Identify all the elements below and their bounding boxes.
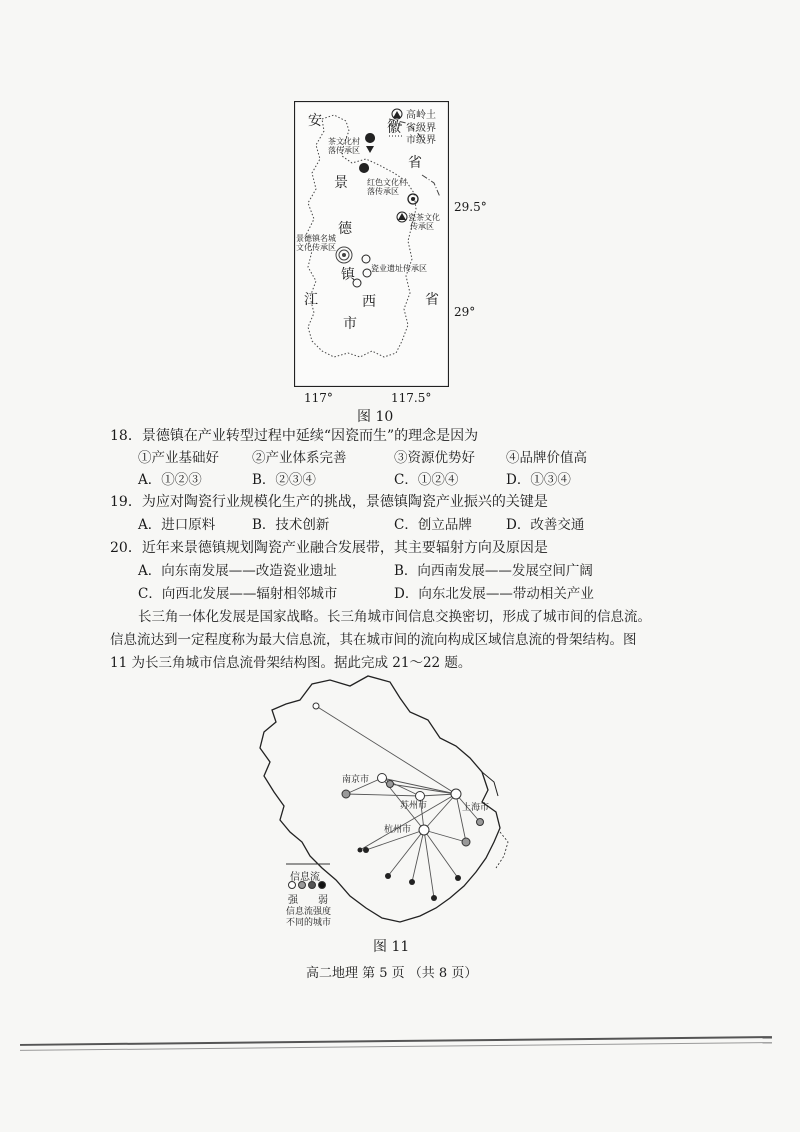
q18-item-3: ③资源优势好 [394,450,475,466]
lon-117: 117° [304,391,333,405]
page-footer: 高二地理 第 5 页 （共 8 页） [306,966,478,981]
label-jx-1: 江 [304,292,318,308]
q18-option-b[interactable]: B．②③④ [252,472,316,488]
label-jdz-1: 景 [334,175,348,191]
lat-29: 29° [454,305,476,319]
q20-option-c[interactable]: C．向西北发展——辐射相邻城市 [138,586,338,602]
q19-option-b[interactable]: B．技术创新 [252,517,330,533]
q19-option-d[interactable]: D．改善交通 [506,517,585,533]
legend-kaolin: 高岭土 [406,110,436,121]
label-hangzhou: 杭州市 [384,825,412,835]
label-shanghai: 上海市 [462,803,490,813]
q19-option-c[interactable]: C．创立品牌 [394,517,472,533]
red-village-marker [359,163,369,173]
figure-10-map [294,101,449,387]
legend-flow: 信息流 [290,872,320,883]
q18-option-c[interactable]: C．①②④ [394,472,459,488]
q20-option-b[interactable]: B．向西南发展——发展空间广阔 [394,563,593,579]
label-nanjing: 南京市 [342,775,370,785]
figure-10-caption: 图 10 [357,409,394,425]
label-anhui-3: 省 [408,155,422,171]
label-anhui-2: 徽 [387,120,401,136]
legend-strong: 强 [288,895,298,906]
shanghai-dot [451,789,461,799]
legend-weak: 弱 [318,895,328,906]
label-jdz-4: 市 [343,316,357,332]
q20-option-a[interactable]: A．向东南发展——改造瓷业遗址 [138,563,337,579]
label-red-village-2: 落传承区 [367,187,399,196]
label-jx-2: 西 [362,294,376,310]
legend-province-border: 省级界 [406,123,436,134]
question-20-stem: 20．近年来景德镇规划陶瓷产业融合发展带，其主要辐射方向及原因是 [110,540,548,556]
question-19-stem: 19．为应对陶瓷行业规模化生产的挑战，景德镇陶瓷产业振兴的关键是 [110,494,548,510]
lat-29-5: 29.5° [454,200,487,214]
hangzhou-dot [419,825,429,835]
legend-desc-1: 信息流强度 [286,907,332,917]
q18-item-4: ④品牌价值高 [506,450,587,466]
label-tea-village-1: 茶文化村 [328,137,360,146]
label-porcelain-tea-2: 传承区 [410,222,434,231]
legend-city-border: 市级界 [406,135,436,146]
q18-item-1: ①产业基础好 [138,450,219,466]
label-jx-3: 省 [425,292,439,308]
question-18-stem: 18．景德镇在产业转型过程中延续“因瓷而生”的理念是因为 [110,428,479,444]
label-tea-village-2: 落传承区 [328,146,360,155]
passage-line-2: 信息流达到一定程度称为最大信息流，其在城市间的流向构成区域信息流的骨架结构。图 [110,632,637,648]
label-anhui-1: 安 [308,113,322,129]
label-jdz-3: 镇 [341,267,355,283]
label-kiln-site: 瓷业遗址传承区 [371,264,427,273]
lon-117-5: 117.5° [391,391,432,405]
label-jdz-2: 德 [338,221,352,237]
nanjing-dot [378,774,387,783]
label-famous-city-2: 文化传承区 [296,243,336,252]
q18-item-2: ②产业体系完善 [252,450,347,466]
q20-option-d[interactable]: D．向东北发展——带动相关产业 [394,586,594,602]
q18-option-d[interactable]: D．①③④ [506,472,571,488]
label-suzhou: 苏州市 [400,801,428,811]
figure-11-map [250,672,520,932]
label-famous-city-1: 景德镇名城 [296,234,336,243]
label-porcelain-tea-1: 瓷茶文化 [408,213,440,222]
q19-option-a[interactable]: A．进口原料 [138,517,216,533]
label-red-village-1: 红色文化村 [367,178,407,187]
q18-option-a[interactable]: A．①②③ [138,472,202,488]
passage-line-1: 长三角一体化发展是国家战略。长三角城市间信息交换密切，形成了城市间的信息流。 [138,609,651,625]
passage-line-3: 11 为长三角城市信息流骨架结构图。据此完成 21～22 题。 [110,655,472,671]
scan-line [20,1036,772,1046]
legend-desc-2: 不同的城市 [286,918,332,928]
figure-11-caption: 图 11 [373,939,410,955]
